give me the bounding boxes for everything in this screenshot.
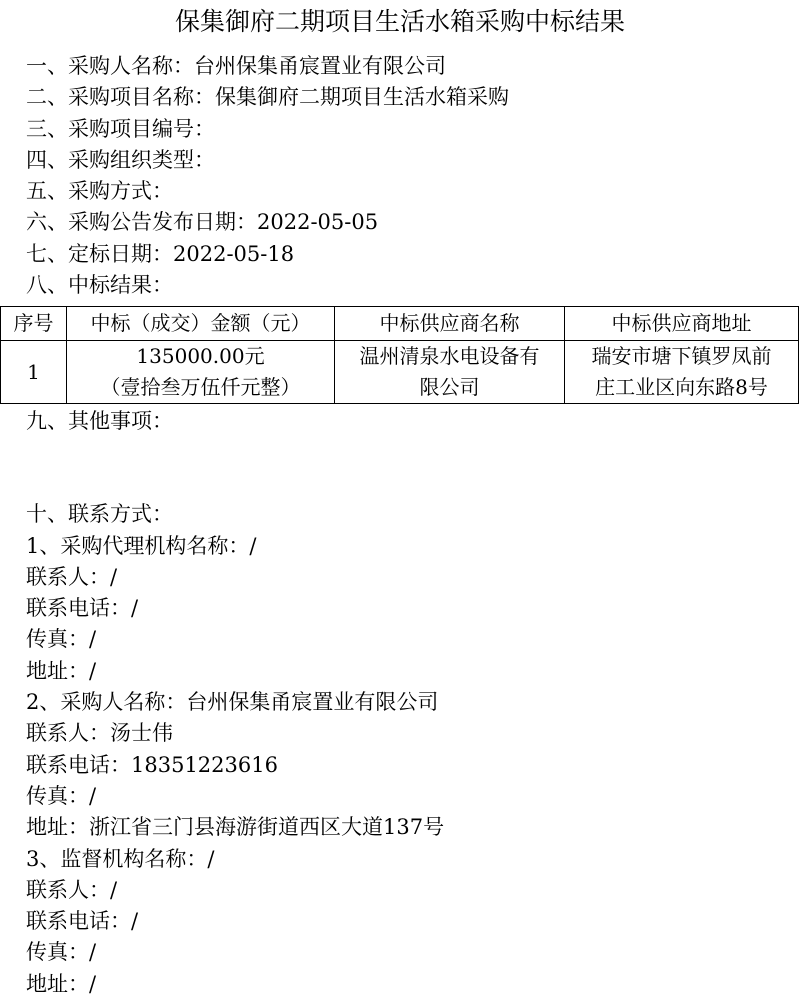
item-label: 五、采购方式： <box>26 179 173 204</box>
table-header-row <box>1 307 799 341</box>
address-line: 瑞安市塘下镇罗凤前 <box>591 344 772 368</box>
item-label: 六、采购公告发布日期： <box>26 210 257 235</box>
agency-address-row: 地址：/ <box>26 658 97 683</box>
item-label: 一、采购人名称： <box>26 54 194 78</box>
item-value: 2022-05-05 <box>257 210 379 235</box>
contact-heading: 十、联系方式： <box>26 502 173 527</box>
agency-fax-row: 传真：/ <box>26 627 97 652</box>
purchaser-phone-row: 联系电话：18351223616 <box>26 752 278 777</box>
item-value: 台州保集甬宸置业有限公司 <box>194 54 446 78</box>
item-label: 二、采购项目名称： <box>26 85 215 110</box>
item-value: 保集御府二期项目生活水箱采购 <box>215 85 509 110</box>
supervisor-phone-row: 联系电话：/ <box>26 909 139 934</box>
award-date-row <box>26 239 509 270</box>
cell-amount <box>67 341 335 404</box>
supervisor-name-row: 3、监督机构名称：/ <box>26 846 215 871</box>
agency-phone-row: 联系电话：/ <box>26 596 139 621</box>
item-label: 七、定标日期： <box>26 241 173 266</box>
item-label: 三、采购项目编号： <box>26 116 215 141</box>
table-row <box>1 341 799 404</box>
contact-section <box>26 406 444 1000</box>
item-value: 2022-05-18 <box>173 241 295 266</box>
col-header-no: 序号 <box>1 307 67 341</box>
spacer <box>26 437 444 499</box>
page-title: 保集御府二期项目生活水箱采购中标结果 <box>174 7 625 36</box>
purchaser-address-row: 地址：浙江省三门县海游街道西区大道137号 <box>26 815 445 840</box>
project-number-row <box>26 114 509 145</box>
agency-name-row: 1、采购代理机构名称：/ <box>26 533 257 558</box>
organization-type-row <box>26 145 509 176</box>
basic-info <box>26 51 509 301</box>
purchaser-contact-name-row: 2、采购人名称：台州保集甬宸置业有限公司 <box>26 690 439 715</box>
purchaser-fax-row: 传真：/ <box>26 783 97 808</box>
col-header-amount: 中标（成交）金额（元） <box>67 307 335 341</box>
item-label: 八、中标结果： <box>26 273 173 298</box>
publish-date-row <box>26 207 509 238</box>
col-header-address: 中标供应商地址 <box>565 307 799 341</box>
cell-no: 1 <box>1 341 67 404</box>
agency-person-row: 联系人：/ <box>26 564 118 589</box>
award-result-row <box>26 270 509 301</box>
other-matters-row <box>26 406 444 437</box>
supervisor-person-row: 联系人：/ <box>26 877 118 902</box>
purchaser-person-row: 联系人：汤士伟 <box>26 721 173 746</box>
award-table <box>0 306 799 404</box>
amount-words: （壹拾叁万伍仟元整） <box>100 375 301 399</box>
item-label: 九、其他事项： <box>26 409 173 433</box>
col-header-supplier: 中标供应商名称 <box>335 307 565 341</box>
cell-address <box>565 341 799 404</box>
item-label: 四、采购组织类型： <box>26 147 215 172</box>
project-name-row <box>26 82 509 113</box>
supplier-line: 温州清泉水电设备有 <box>359 344 540 368</box>
supervisor-address-row: 地址：/ <box>26 971 97 996</box>
cell-supplier <box>335 341 565 404</box>
amount-figure: 135000.00元 <box>136 344 265 368</box>
address-line: 庄工业区向东路8号 <box>595 375 768 399</box>
supervisor-fax-row: 传真：/ <box>26 940 97 965</box>
purchaser-name-row <box>26 51 509 82</box>
procurement-method-row <box>26 176 509 207</box>
supplier-line: 限公司 <box>419 375 480 399</box>
